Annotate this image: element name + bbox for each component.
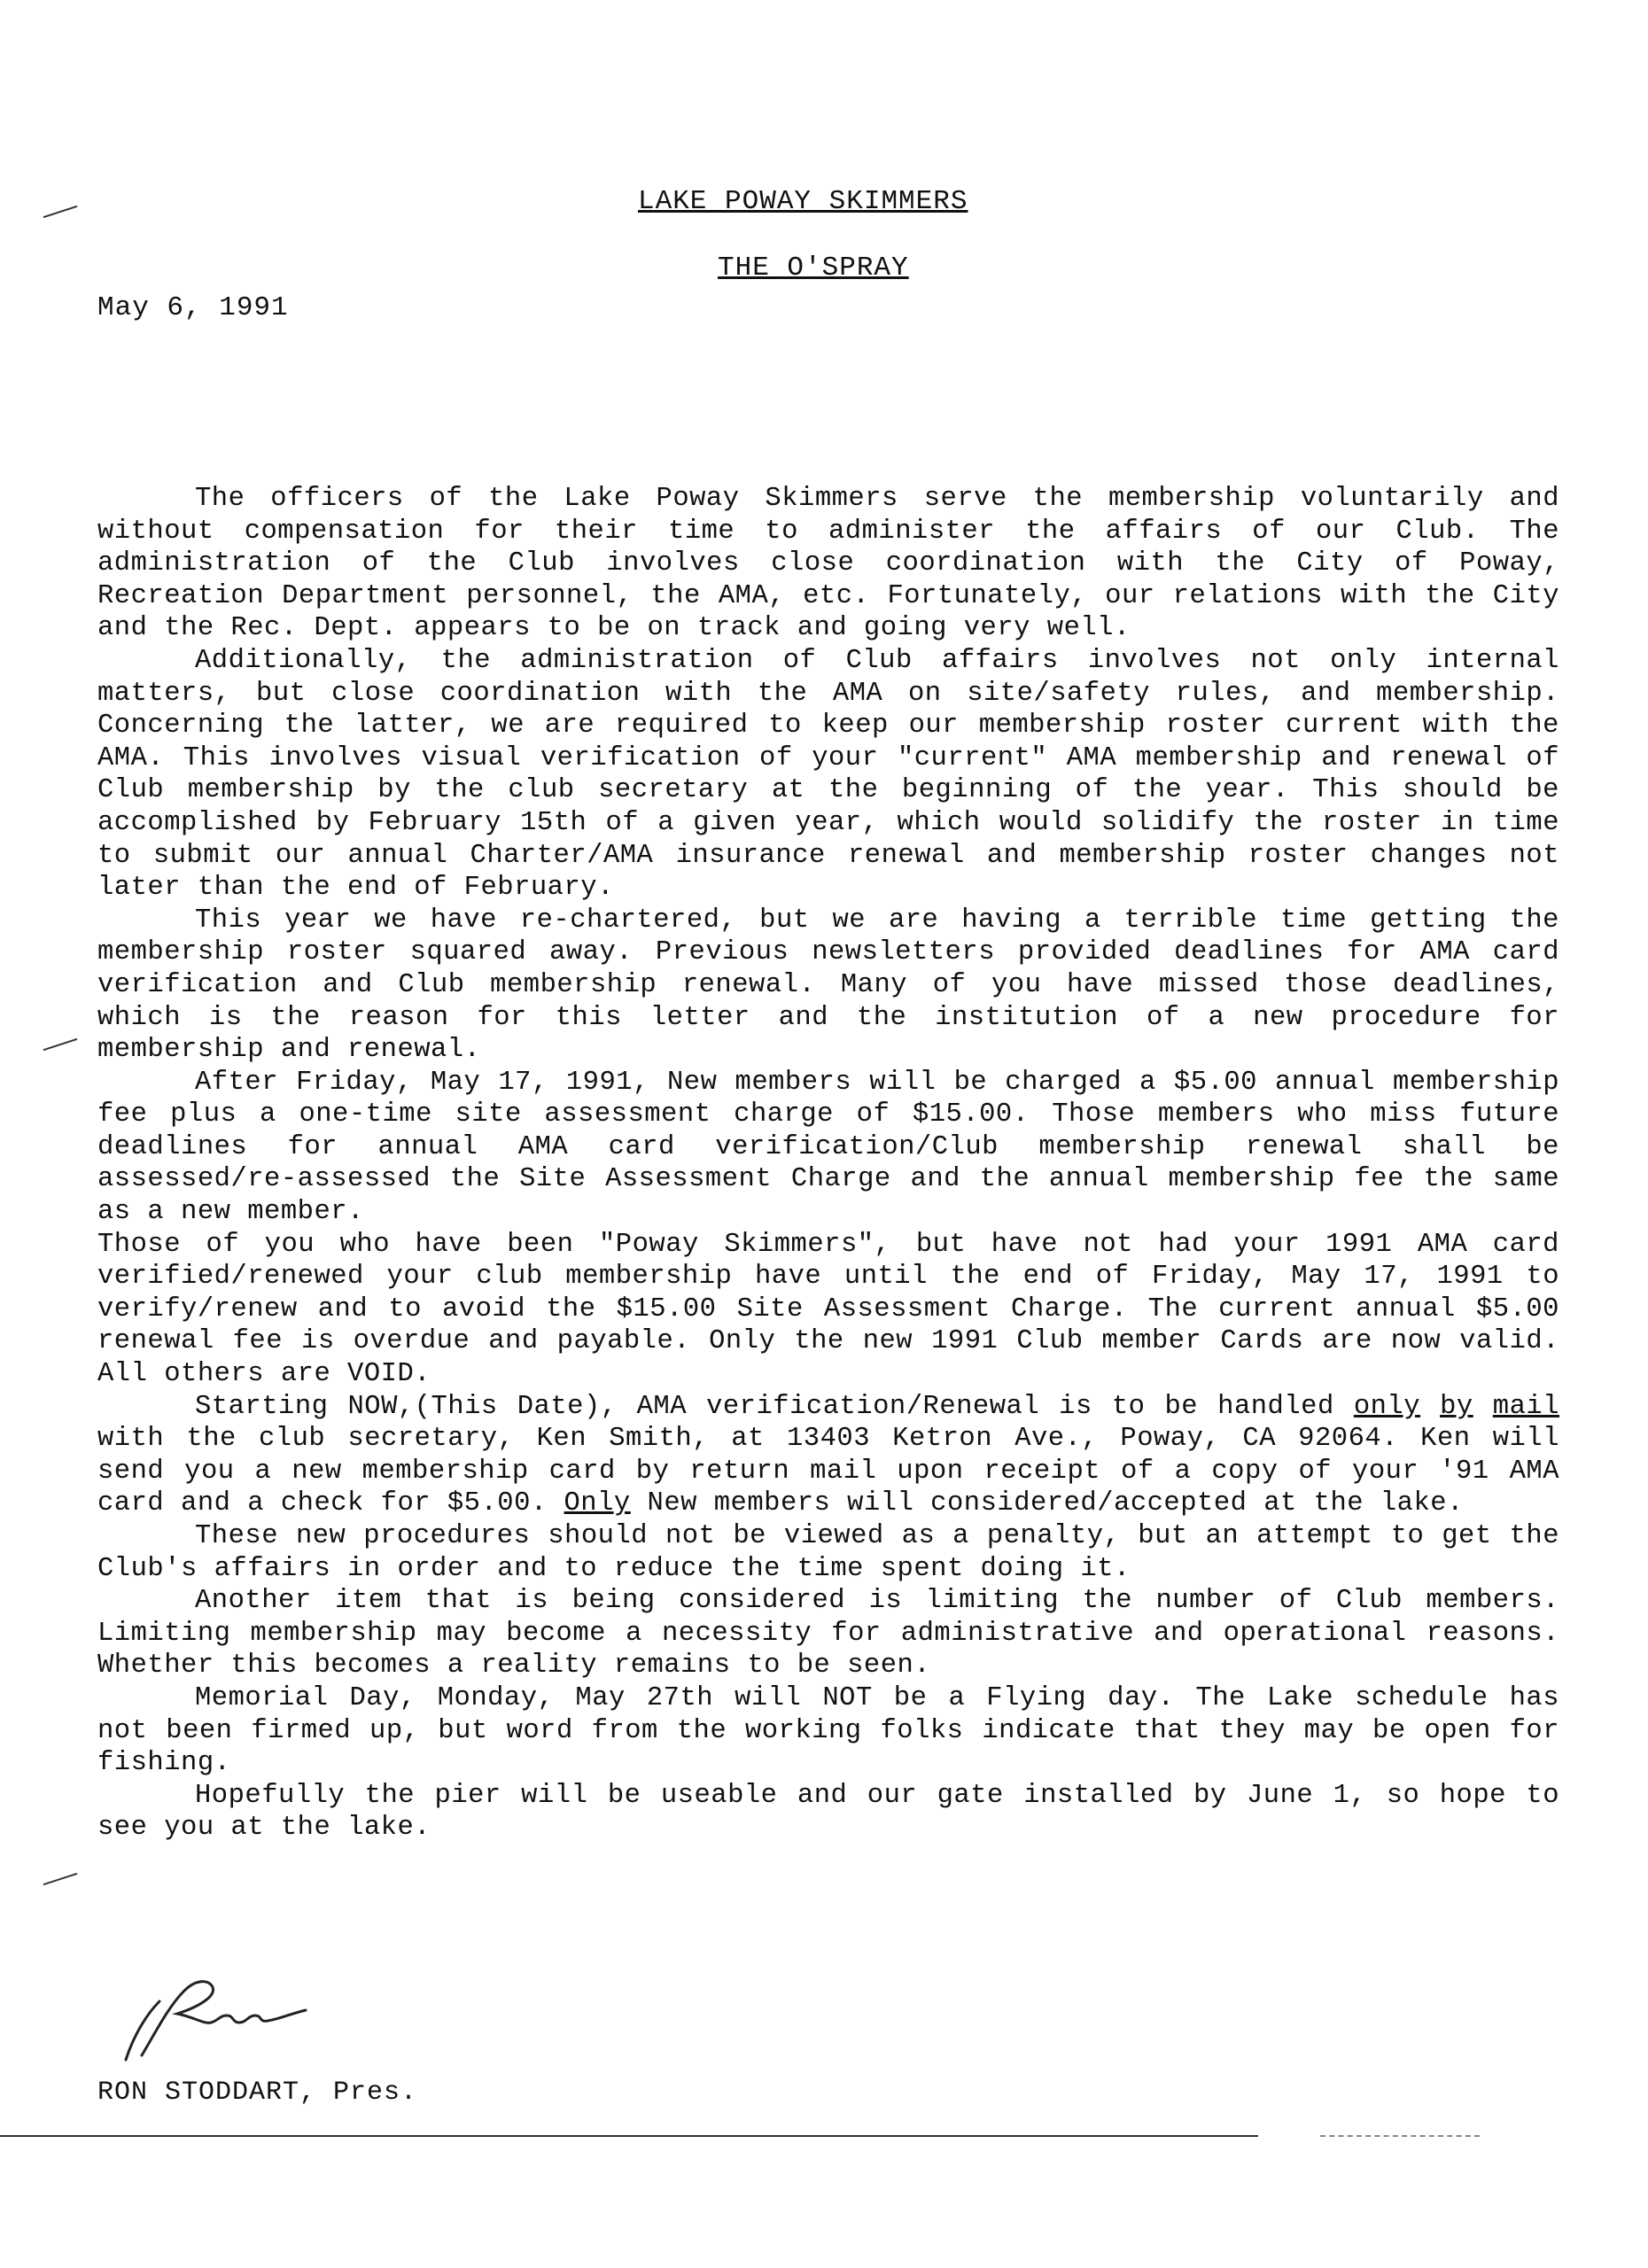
paragraph: Additionally, the administration of Club affairs involves not only internal matters, but close coordination with the AMA on site/safety rules, and membership. Concerning the latter, we are required to keep our membership roster current with the AMA. This involves visual verification of your "current" AMA membership and renewal of Club membership by the club secretary at the beginning of the year. This should be accomplished by February 15th of a given year, which would solidify the roster in time to submit our annual Charter/AMA insurance renewal and membership roster changes not later than the end of February. xyxy=(97,645,1559,904)
letter-date: May 6, 1991 xyxy=(97,292,289,323)
margin-mark xyxy=(43,1873,78,1885)
paragraph-text: New members will considered/accepted at the lake. xyxy=(647,1488,1464,1519)
underlined-text: mail xyxy=(1492,1391,1559,1422)
paragraph: This year we have re-chartered, but we are having a terrible time getting the membership roster squared away. Previous newsletters provided deadlines for AMA card verification and Club membership renewal. Many of you have missed those deadlines, which is the reason for this letter and the institution of a new procedure for membership and renewal. xyxy=(97,905,1559,1066)
margin-mark xyxy=(43,206,78,218)
underlined-text: only xyxy=(1353,1391,1421,1422)
club-name-heading: LAKE POWAY SKIMMERS xyxy=(638,186,968,217)
paragraph: Those of you who have been "Poway Skimmers", but have not had your 1991 AMA card verified/renewed your club membership have until the end of Friday, May 17, 1991 to verify/renew and to avoid the $15.00 Site Assessment Charge. The current annual $5.00 renewal fee is overdue and payable. Only the new 1991 Club member Cards are now valid. All others are VOID. xyxy=(97,1229,1559,1390)
signer-name: RON STODDART, Pres. xyxy=(97,2078,418,2108)
paragraph xyxy=(97,1391,1559,1520)
underlined-text: Only xyxy=(564,1488,631,1519)
bottom-divider xyxy=(0,2135,1258,2137)
paragraph: After Friday, May 17, 1991, New members will be charged a $5.00 annual membership fee plus a one-time site assessment charge of $15.00. Those members who miss future deadlines for annual AMA card verification/Club membership renewal shall be assessed/re-assessed the Site Assessment Charge and the annual membership fee the same as a new member. xyxy=(97,1067,1559,1228)
handwritten-signature xyxy=(115,1971,310,2069)
paragraph: Hopefully the pier will be useable and our gate installed by June 1, so hope to see you at the lake. xyxy=(97,1780,1559,1844)
newsletter-name-heading: THE O'SPRAY xyxy=(718,252,909,284)
margin-mark xyxy=(43,1038,78,1051)
paragraph-text: with the club secretary, Ken Smith, at 13403 Ketron Ave., Poway, CA 92064. Ken will send you a new membership card by return mail upon receipt of a copy of your '91 AMA card and a check for $5.00. xyxy=(97,1424,1559,1519)
paragraph-text: Starting NOW,(This Date), AMA verification/Renewal is to be handled xyxy=(195,1391,1334,1422)
paragraph: The officers of the Lake Poway Skimmers serve the membership voluntarily and without compensation for their time to administer the affairs of our Club. The administration of the Club involves close coordination with the City of Poway, Recreation Department personnel, the AMA, etc. Fortunately, our relations with the City and the Rec. Dept. appears to be on track and going very well. xyxy=(97,484,1559,644)
paragraph: Another item that is being considered is limiting the number of Club members. Limiting membership may become a necessity for administrative and operational reasons. Whether this becomes a reality remains to be seen. xyxy=(97,1586,1559,1682)
underlined-text: by xyxy=(1440,1391,1473,1422)
bottom-divider xyxy=(1320,2135,1480,2137)
letter-body xyxy=(97,483,1559,1845)
paragraph: Memorial Day, Monday, May 27th will NOT be a Flying day. The Lake schedule has not been firmed up, but word from the working folks indicate that they may be open for fishing. xyxy=(97,1682,1559,1779)
paragraph: These new procedures should not be viewed as a penalty, but an attempt to get the Club's affairs in order and to reduce the time spent doing it. xyxy=(97,1521,1559,1584)
